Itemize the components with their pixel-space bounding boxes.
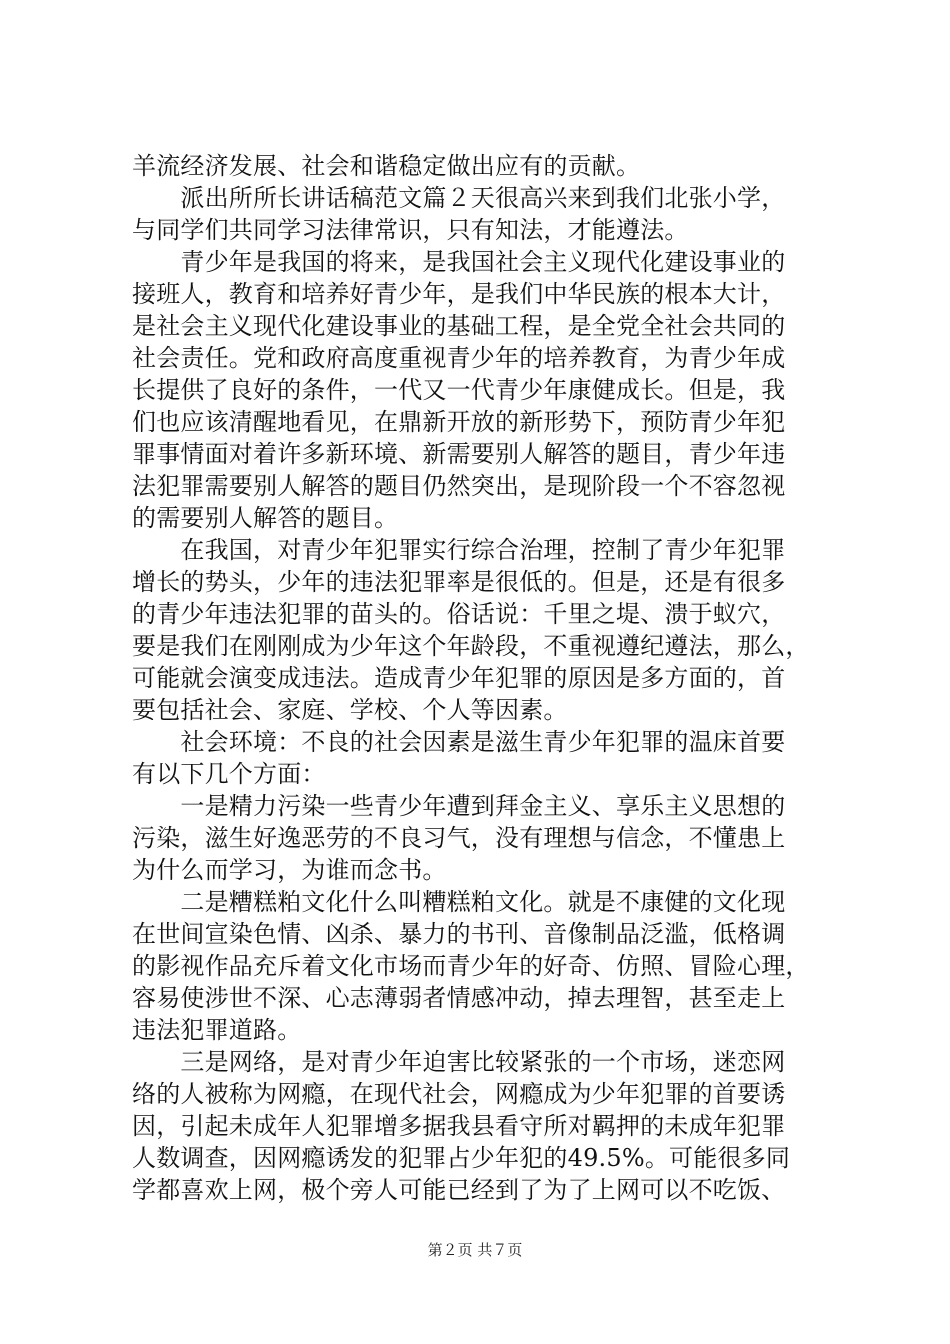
text-line: 是社会主义现代化建设事业的基础工程，是全党全社会共同的 [132,312,786,340]
text-line: 接班人，教育和培养好青少年，是我们中华民族的根本大计， [132,280,786,308]
text-line: 们也应该清醒地看见，在鼎新开放的新形势下，预防青少年犯 [132,408,786,436]
text-line: 学都喜欢上网，极个旁人可能已经到了为了上网可以不吃饭、 [132,1176,786,1204]
text-line: 污染，滋生好逸恶劳的不良习气，没有理想与信念，不懂患上 [132,824,786,852]
text-line: 社会责任。党和政府高度重视青少年的培养教育，为青少年成 [132,344,786,372]
text-line: 在世间宣染色情、凶杀、暴力的书刊、音像制品泛滥，低格调 [132,920,786,948]
text-line: 三是网络，是对青少年迫害比较紧张的一个市场，迷恋网 [132,1048,786,1076]
text-line: 因，引起未成年人犯罪增多据我县看守所对羁押的未成年犯罪 [132,1112,786,1140]
text-line: 要包括社会、家庭、学校、个人等因素。 [132,696,568,724]
text-line: 在我国，对青少年犯罪实行综合治理，控制了青少年犯罪 [132,536,786,564]
text-line: 的青少年违法犯罪的苗头的。俗话说：千里之堤、溃于蚁穴， [132,600,786,628]
text-line: 容易使涉世不深、心志薄弱者情感冲动，掉去理智，甚至走上 [132,984,786,1012]
text-line: 的需要别人解答的题目。 [132,504,399,532]
text-line: 羊流经济发展、社会和谐稳定做出应有的贡献。 [132,152,641,180]
text-line: 要是我们在刚刚成为少年这个年龄段，不重视遵纪遵法，那么， [132,632,810,660]
text-line: 长提供了良好的条件，一代又一代青少年康健成长。但是，我 [132,376,786,404]
text-line: 社会环境：不良的社会因素是滋生青少年犯罪的温床首要 [132,728,786,756]
text-line: 青少年是我国的将来，是我国社会主义现代化建设事业的 [132,248,786,276]
text-line: 与同学们共同学习法律常识，只有知法，才能遵法。 [132,216,689,244]
text-line: 人数调查，因网瘾诱发的犯罪占少年犯的49.5%。可能很多同 [132,1144,791,1172]
document-body [132,150,832,1206]
text-line: 法犯罪需要别人解答的题目仍然突出，是现阶段一个不容忽视 [132,472,786,500]
text-line: 一是精力污染一些青少年遭到拜金主义、享乐主义思想的 [132,792,786,820]
text-line: 二是糟糕粕文化什么叫糟糕粕文化。就是不康健的文化现 [132,888,786,916]
text-line: 可能就会演变成违法。造成青少年犯罪的原因是多方面的，首 [132,664,786,692]
text-line: 派出所所长讲话稿范文篇２天很高兴来到我们北张小学， [132,184,786,212]
text-line: 增长的势头，少年的违法犯罪率是很低的。但是，还是有很多 [132,568,786,596]
text-line: 的影视作品充斥着文化市场而青少年的好奇、仿照、冒险心理， [132,952,810,980]
text-line: 为什么而学习，为谁而念书。 [132,856,447,884]
text-line: 有以下几个方面： [132,760,326,788]
page-number-footer: 第２页 共７页 [427,1241,523,1259]
text-line: 违法犯罪道路。 [132,1016,302,1044]
text-line: 络的人被称为网瘾，在现代社会，网瘾成为少年犯罪的首要诱 [132,1080,786,1108]
text-line: 罪事情面对着许多新环境、新需要别人解答的题目，青少年违 [132,440,786,468]
